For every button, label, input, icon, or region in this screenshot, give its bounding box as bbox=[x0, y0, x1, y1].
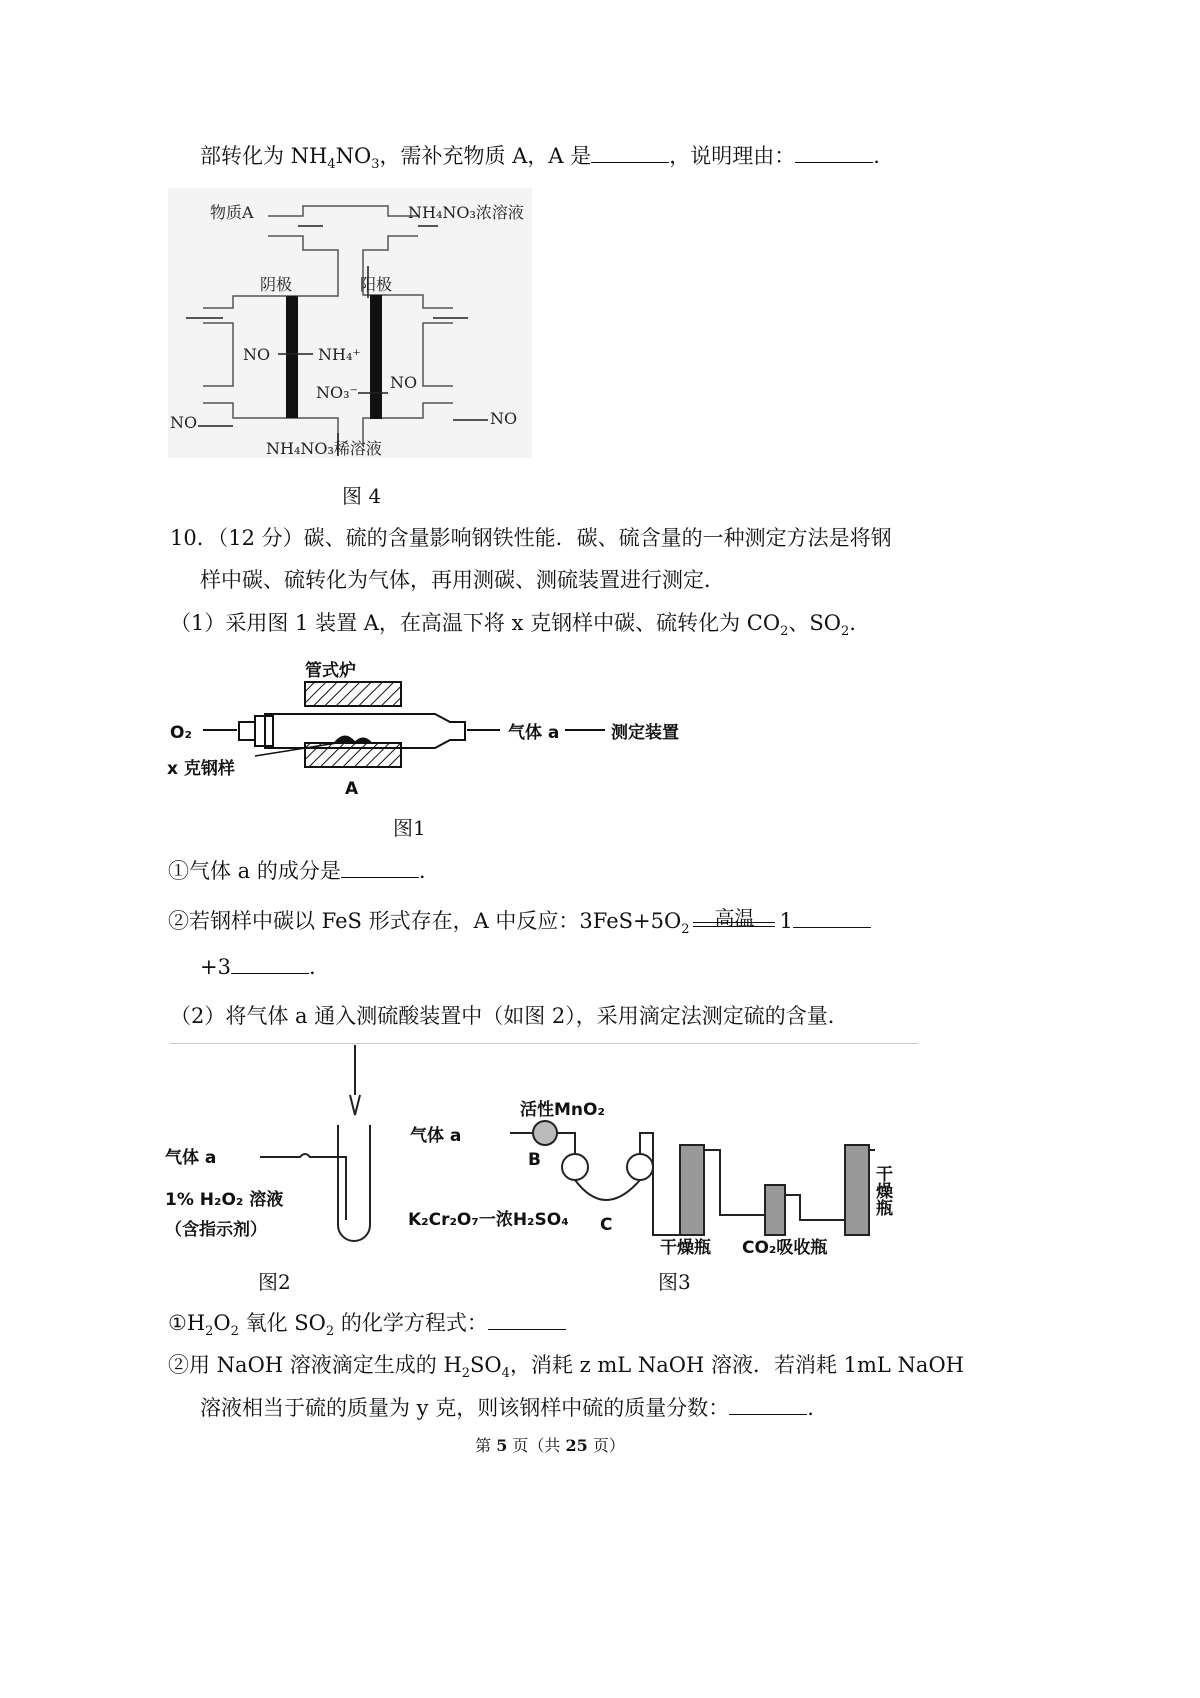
text: . bbox=[308, 955, 316, 979]
sub: 4 bbox=[327, 157, 336, 173]
label-dilute-solution: NH₄NO₃稀溶液 bbox=[266, 439, 382, 458]
label-mno2: 活性MnO₂ bbox=[520, 1100, 605, 1120]
text: NO bbox=[335, 144, 372, 168]
part1-q2 bbox=[168, 905, 871, 937]
text: ，消耗 z mL NaOH 溶液．若消耗 1mL NaOH bbox=[509, 1353, 964, 1377]
figure-1-tube-furnace bbox=[165, 650, 725, 800]
answer-blank[interactable] bbox=[591, 144, 669, 163]
text: SO bbox=[470, 1353, 502, 1377]
sub: 2 bbox=[840, 624, 850, 640]
text: ，说明理由： bbox=[669, 144, 796, 168]
anode-plate bbox=[370, 295, 382, 419]
figure-2-caption: 图2 bbox=[258, 1270, 291, 1294]
q9-tail-line bbox=[200, 140, 880, 172]
answer-blank[interactable] bbox=[488, 1311, 566, 1330]
label-tube-furnace: 管式炉 bbox=[305, 661, 356, 681]
text: ②若钢样中碳以 FeS 形式存在，A 中反应：3FeS+5O bbox=[168, 909, 682, 933]
label-k2cr2o7: K₂Cr₂O₇一浓H₂SO₄ bbox=[408, 1210, 569, 1230]
answer-blank[interactable] bbox=[341, 859, 419, 878]
text: . bbox=[873, 144, 880, 168]
q10-stem-line1: 10．（12 分）碳、硫的含量影响钢铁性能．碳、硫含量的一种测定方法是将钢 bbox=[170, 526, 892, 550]
figure-4-caption: 图 4 bbox=[342, 484, 382, 508]
text: ②用 NaOH 溶液滴定生成的 H bbox=[168, 1353, 462, 1377]
text: 页（共 bbox=[507, 1436, 566, 1455]
label-cathode: 阴极 bbox=[260, 275, 293, 294]
label-apparatus-a: A bbox=[345, 779, 359, 799]
label-no3: NO₃⁻ bbox=[316, 383, 358, 402]
divider bbox=[170, 1043, 918, 1044]
text: . bbox=[849, 611, 856, 635]
text: 1 bbox=[779, 909, 793, 933]
text: 部转化为 NH bbox=[200, 144, 328, 168]
page-number: 5 bbox=[496, 1436, 508, 1455]
label-co2-absorber: CO₂吸收瓶 bbox=[742, 1238, 828, 1258]
label-h2o2-solution: 1% H₂O₂ 溶液 bbox=[165, 1190, 284, 1210]
text: +3 bbox=[200, 955, 231, 979]
sub: 4 bbox=[501, 1366, 510, 1382]
text: ①H bbox=[168, 1311, 206, 1335]
label-no: NO bbox=[490, 409, 518, 428]
label-indicator: （含指示剂） bbox=[165, 1220, 267, 1240]
sub: 2 bbox=[205, 1324, 214, 1340]
label-drying-bottle: 干燥瓶 bbox=[872, 1165, 892, 1216]
text: （1）采用图 1 装置 A，在高温下将 x 克钢样中碳、硫转化为 CO bbox=[170, 611, 781, 635]
text: 溶液相当于硫的质量为 y 克，则该钢样中硫的质量分数： bbox=[200, 1396, 730, 1420]
furnace-top bbox=[305, 682, 401, 706]
page-footer bbox=[0, 1433, 1100, 1456]
sub: 2 bbox=[461, 1366, 471, 1382]
label-drying-bottle: 干燥瓶 bbox=[660, 1238, 711, 1258]
figure-1-caption: 图1 bbox=[393, 816, 426, 840]
text: 第 bbox=[475, 1436, 497, 1455]
total-pages: 25 bbox=[565, 1436, 588, 1455]
furnace-bottom bbox=[305, 743, 401, 767]
text: 页） bbox=[587, 1436, 625, 1455]
answer-blank[interactable] bbox=[793, 909, 871, 928]
label-no: NO bbox=[170, 413, 198, 432]
cathode-plate bbox=[286, 296, 298, 418]
sub: 2 bbox=[325, 1324, 335, 1340]
label-gas-a: 气体 a bbox=[410, 1126, 462, 1146]
part2-q2 bbox=[168, 1349, 964, 1381]
q10-part1-line bbox=[170, 607, 856, 639]
label-steel-sample: x 克钢样 bbox=[167, 759, 235, 779]
part1-q2-cont bbox=[200, 955, 316, 979]
text: O bbox=[213, 1311, 231, 1335]
part1-q1 bbox=[168, 855, 426, 885]
label-gas-a: 气体 a bbox=[508, 723, 560, 743]
label-no: NO bbox=[390, 373, 418, 392]
text: 氧化 SO bbox=[238, 1311, 326, 1335]
label-substance-a: 物质A bbox=[210, 203, 254, 222]
text: . bbox=[807, 1396, 814, 1420]
label-nh4: NH₄⁺ bbox=[318, 345, 361, 364]
label-gas-a: 气体 a bbox=[165, 1148, 217, 1168]
label-concentrated-solution: NH₄NO₃浓溶液 bbox=[408, 203, 524, 222]
label-no: NO bbox=[243, 345, 271, 364]
part2-q1 bbox=[168, 1307, 566, 1339]
q10-part2-line: （2）将气体 a 通入测硫酸装置中（如图 2），采用滴定法测定硫的含量． bbox=[170, 1004, 849, 1028]
label-measuring-device: 测定装置 bbox=[611, 723, 679, 743]
label-anode: 阳极 bbox=[360, 275, 393, 294]
answer-blank[interactable] bbox=[231, 955, 309, 974]
label-c: C bbox=[600, 1215, 613, 1235]
answer-blank[interactable] bbox=[795, 144, 873, 163]
text: ①气体 a 的成分是 bbox=[168, 859, 341, 883]
answer-blank[interactable] bbox=[729, 1396, 807, 1415]
sub: 2 bbox=[780, 624, 789, 640]
figure-4-electrolysis-cell bbox=[168, 188, 532, 458]
text: 、SO bbox=[788, 611, 841, 635]
condition-high-temp: 高温 bbox=[714, 906, 755, 930]
sub: 2 bbox=[681, 922, 690, 938]
text: . bbox=[418, 859, 426, 883]
text: ，需补充物质 A，A 是 bbox=[379, 144, 592, 168]
text: 的化学方程式： bbox=[334, 1311, 488, 1335]
part2-q2-cont bbox=[200, 1392, 814, 1422]
q10-stem-line2: 样中碳、硫转化为气体，再用测碳、测硫装置进行测定． bbox=[200, 568, 725, 592]
sub: 2 bbox=[230, 1324, 239, 1340]
figure-3-caption: 图3 bbox=[658, 1270, 691, 1294]
figure-2-3-apparatus bbox=[160, 1045, 930, 1280]
sub: 3 bbox=[371, 157, 380, 173]
label-b: B bbox=[528, 1150, 541, 1170]
label-o2: O₂ bbox=[170, 723, 192, 743]
